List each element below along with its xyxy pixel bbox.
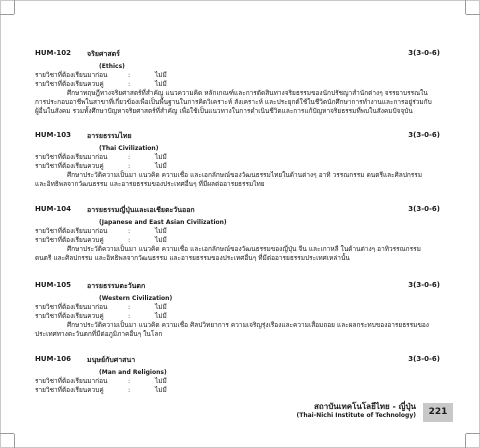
course-code: HUM-105 <box>35 281 72 289</box>
corequisite-value: ไม่มี <box>155 386 167 394</box>
colon: : <box>128 80 131 88</box>
prerequisite-value: ไม่มี <box>155 153 167 161</box>
crop-mark-top-right-h <box>466 14 480 15</box>
course-credits: 3(3-0-6) <box>408 281 440 289</box>
course-credits: 3(3-0-6) <box>408 131 440 139</box>
course-code: HUM-103 <box>35 131 72 139</box>
prerequisite-row <box>35 377 440 386</box>
course-title-th: อารยธรรมญี่ปุ่นและเอเชียตะวันออก <box>87 206 195 214</box>
course-title-en: (Ethics) <box>99 63 125 70</box>
prerequisite-row <box>35 153 440 162</box>
corequisite-value: ไม่มี <box>155 236 167 244</box>
prerequisite-label: รายวิชาที่ต้องเรียนมาก่อน <box>35 227 108 235</box>
corequisite-row <box>35 162 440 171</box>
crop-mark-top-left-h <box>0 14 14 15</box>
colon: : <box>128 303 131 311</box>
course-credits: 3(3-0-6) <box>408 205 440 213</box>
corequisite-row <box>35 386 440 395</box>
corequisite-label: รายวิชาที่ต้องเรียนควบคู่ <box>35 80 104 88</box>
course-credits: 3(3-0-6) <box>408 355 440 363</box>
prerequisite-row <box>35 303 440 312</box>
crop-mark-top-right <box>465 0 466 14</box>
crop-mark-top-left <box>14 0 15 14</box>
course-code: HUM-102 <box>35 49 72 57</box>
page-footer <box>297 402 416 420</box>
prerequisite-row <box>35 227 440 236</box>
course-header <box>35 205 440 218</box>
course-hum-105 <box>35 281 440 339</box>
crop-mark-bottom-right <box>465 434 466 448</box>
course-title-th: มนุษย์กับศาสนา <box>87 356 136 364</box>
prerequisite-value: ไม่มี <box>155 227 167 235</box>
crop-mark-bottom-left-h <box>0 433 14 434</box>
colon: : <box>128 312 131 320</box>
prerequisite-value: ไม่มี <box>155 377 167 385</box>
colon: : <box>128 153 131 161</box>
corequisite-label: รายวิชาที่ต้องเรียนควบคู่ <box>35 386 104 394</box>
course-code: HUM-106 <box>35 355 72 363</box>
colon: : <box>128 71 131 79</box>
page-number: 221 <box>423 403 453 422</box>
prerequisite-label: รายวิชาที่ต้องเรียนมาก่อน <box>35 71 108 79</box>
prerequisite-label: รายวิชาที่ต้องเรียนมาก่อน <box>35 153 108 161</box>
corequisite-row <box>35 80 440 89</box>
prerequisite-label: รายวิชาที่ต้องเรียนมาก่อน <box>35 303 108 311</box>
course-header <box>35 355 440 368</box>
course-credits: 3(3-0-6) <box>408 49 440 57</box>
course-hum-106 <box>35 355 440 395</box>
course-title-en: (Japanese and East Asian Civilization) <box>99 219 227 226</box>
course-title-en: (Man and Religions) <box>99 369 167 376</box>
prerequisite-value: ไม่มี <box>155 71 167 79</box>
colon: : <box>128 236 131 244</box>
crop-mark-bottom-left <box>14 434 15 448</box>
course-hum-103 <box>35 131 440 189</box>
course-title-th: อารยธรรมไทย <box>87 132 132 140</box>
course-hum-102 <box>35 49 440 116</box>
course-header <box>35 281 440 294</box>
colon: : <box>128 162 131 170</box>
course-header <box>35 49 440 62</box>
prerequisite-label: รายวิชาที่ต้องเรียนมาก่อน <box>35 377 108 385</box>
corequisite-label: รายวิชาที่ต้องเรียนควบคู่ <box>35 162 104 170</box>
corequisite-value: ไม่มี <box>155 312 167 320</box>
corequisite-row <box>35 312 440 321</box>
course-description: ศึกษาประวัติความเป็นมา แนวคิด ความเชื่อ ศิลปวิทยาการ ความเจริญรุ่งเรืองและความเสื่อมถอย และผลกระทบของอารยธรรมของประเทศทางตะวันตกที่มีต่อภูมิภาคอื่นๆ ในโลก <box>35 321 429 338</box>
corequisite-label: รายวิชาที่ต้องเรียนควบคู่ <box>35 236 104 244</box>
course-title-en: (Thai Civilization) <box>99 145 159 152</box>
course-title-th: อารยธรรมตะวันตก <box>87 282 146 290</box>
course-code: HUM-104 <box>35 205 72 213</box>
course-description: ศึกษาทฤษฎีทางจริยศาสตร์ที่สำคัญ แนวความคิด หลักเกณฑ์และการตัดสินทางจริยธรรมของนักปรัชญาสำนักต่างๆ จรรยาบรรณในการประกอบอาชีพในสาขาที่เกี่ยวข้องเพื่อเป็นพื้นฐานในการคิดวิเคราะห์ สังเคราะห์ และประยุกต์ใช้ในชีวิตนักศึกษาการทำงานและการอยู่ร่วมกับผู้อื่นในสังคม รวมทั้งศึกษาปัญหาจริยศาสตร์ที่สำคัญ เพื่อใช้เป็นแนวทางในการดำเนินชีวิตและการแก้ปัญหาจริยธรรมที่พบในสังคมปัจจุบัน <box>35 89 432 115</box>
course-title-en: (Western Civilization) <box>99 295 173 302</box>
institute-name-en: (Thai-Nichi Institute of Technology) <box>296 412 416 419</box>
corequisite-value: ไม่มี <box>155 80 167 88</box>
institute-name-th: สถาบันเทคโนโลยีไทย - ญี่ปุ่น <box>313 402 416 411</box>
colon: : <box>128 386 131 394</box>
prerequisite-value: ไม่มี <box>155 303 167 311</box>
course-hum-104 <box>35 205 440 263</box>
prerequisite-row <box>35 71 440 80</box>
crop-mark-bottom-right-h <box>466 433 480 434</box>
course-header <box>35 131 440 144</box>
colon: : <box>128 377 131 385</box>
corequisite-row <box>35 236 440 245</box>
course-title-th: จริยศาสตร์ <box>87 50 120 58</box>
course-description: ศึกษาประวัติความเป็นมา แนวคิด ความเชื่อ และเอกลักษณ์ของวัฒนธรรมของญี่ปุ่น จีน และเกาหลี ในด้านต่างๆ อาทิวรรณกรรม ดนตรี และศิลปกรรม และอิทธิพลจากวัฒนธรรม และอารยธรรมของประเทศอื่นๆ ที่มีต่ออารยธรรมประเทศเหล่านั้น <box>35 245 421 262</box>
corequisite-label: รายวิชาที่ต้องเรียนควบคู่ <box>35 312 104 320</box>
colon: : <box>128 227 131 235</box>
corequisite-value: ไม่มี <box>155 162 167 170</box>
course-description: ศึกษาประวัติความเป็นมา แนวคิด ความเชื่อ และเอกลักษณ์ของวัฒนธรรมไทยในด้านต่างๆ อาทิ วรรณกรรม ดนตรีและศิลปกรรม และอิทธิพลจากวัฒนธรรม และอารยธรรมของประเทศอื่นๆ ที่มีผลต่ออารยธรรมไทย <box>35 171 423 188</box>
